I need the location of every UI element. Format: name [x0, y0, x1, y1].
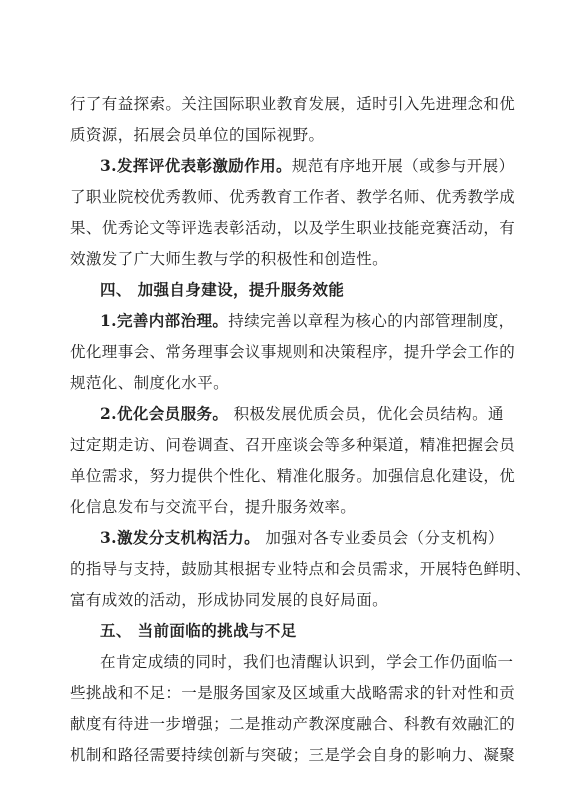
numbered-item-line	[100, 527, 504, 549]
body-line: 机制和路径需要持续创新与突破；三是学会自身的影响力、凝聚	[70, 746, 516, 764]
item-title: 1.完善内部治理。	[100, 311, 229, 330]
body-line: 行了有益探索。关注国际职业教育发展，适时引入先进理念和优	[70, 95, 516, 113]
body-line: 效激发了广大师生教与学的积极性和创造性。	[70, 250, 389, 268]
body-line: 质资源，拓展会员单位的国际视野。	[70, 126, 325, 144]
numbered-item-line	[100, 403, 504, 425]
body-line: 了职业院校优秀教师、优秀教育工作者、教学名师、优秀教学成	[70, 188, 516, 206]
item-title: 2.优化会员服务。	[100, 404, 229, 423]
item-title: 3.发挥评优表彰激励作用。	[100, 156, 292, 175]
body-line: 些挑战和不足：一是服务国家及区域重大战略需求的针对性和贡	[70, 684, 516, 702]
item-text: 规范有序地开展（或参与开展）	[291, 157, 515, 175]
item-text: 持续完善以章程为核心的内部管理制度，	[228, 312, 515, 330]
section-heading: 五、 当前面临的挑战与不足	[100, 621, 297, 640]
body-line: 单位需求，努力提供个性化、精准化服务。加强信息化建设，优	[70, 467, 516, 485]
body-line: 规范化、制度化水平。	[70, 374, 230, 392]
item-text: 积极发展优质会员，优化会员结构。通	[228, 405, 504, 423]
item-title: 3.激发分支机构活力。	[100, 528, 261, 547]
body-line: 优化理事会、常务理事会议事规则和决策程序，提升学会工作的	[70, 343, 516, 361]
body-line: 富有成效的活动，形成协同发展的良好局面。	[70, 591, 389, 609]
body-line: 过定期走访、问卷调查、召开座谈会等多种渠道，精准把握会员	[70, 436, 516, 454]
body-line: 化信息发布与交流平台，提升服务效率。	[70, 498, 357, 516]
section-heading: 四、 加强自身建设，提升服务效能	[100, 280, 345, 299]
body-line: 献度有待进一步增强；二是推动产教深度融合、科教有效融汇的	[70, 715, 516, 733]
item-text: 加强对各专业委员会（分支机构）	[260, 529, 504, 547]
body-line: 果、优秀论文等评选表彰活动，以及学生职业技能竞赛活动，有	[70, 219, 516, 237]
numbered-item-line	[100, 155, 515, 177]
body-line: 的指导与支持，鼓励其根据专业特点和会员需求，开展特色鲜明、	[70, 560, 532, 578]
body-line: 在肯定成绩的同时，我们也清醒认识到，学会工作仍面临一	[100, 653, 514, 671]
numbered-item-line	[100, 310, 515, 332]
